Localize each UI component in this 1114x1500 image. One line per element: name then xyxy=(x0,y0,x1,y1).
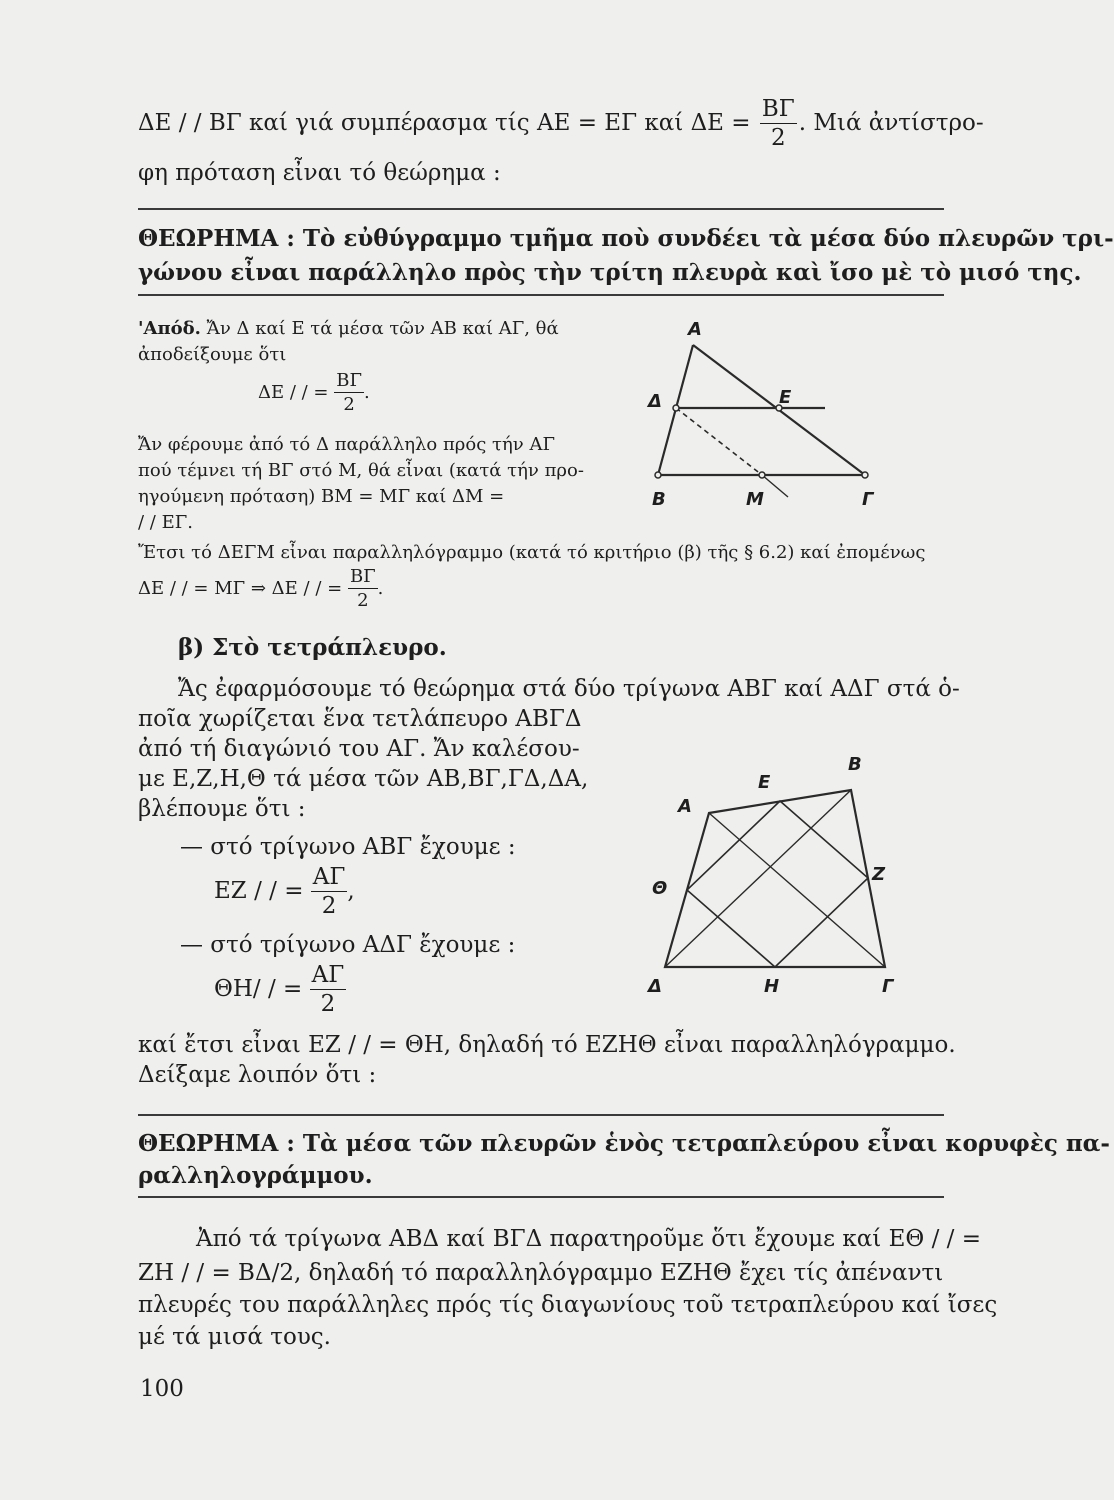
theorem-1-line-2: γώνου εἶναι παράλληλο πρὸς τὴν τρίτη πλευρὰ καὶ ἴσο μὲ τὸ μισό της. xyxy=(138,259,1082,286)
parallelogram-ezht xyxy=(687,801,868,967)
label-a: Α xyxy=(678,796,692,817)
extension-mark xyxy=(762,475,788,497)
proof-line-3: Ἄν φέρουμε ἀπό τό Δ παράλληλο πρός τήν ΑΓ xyxy=(138,434,555,455)
intro-frac-num: ΒΓ xyxy=(761,96,795,122)
proof-eq-post: . xyxy=(363,382,370,403)
label-e: Ε xyxy=(758,772,771,793)
proof-line-7: Ἔτσι τό ΔΕΓΜ εἶναι παραλληλόγραμμο (κατά τό κριτήριο (β) τῆς § 6.2) καί ἐπομένως xyxy=(138,542,926,563)
divider xyxy=(138,208,944,210)
proof-l8-fraction xyxy=(348,568,378,610)
section-b-line-4: με Ε,Ζ,Η,Θ τά μέσα τῶν ΑΒ,ΒΓ,ΓΔ,ΔΑ, xyxy=(138,766,589,792)
proof-eq-fraction xyxy=(334,372,364,414)
proof-l8-post: . xyxy=(377,578,384,599)
diagonal-bd xyxy=(665,790,851,967)
intro-line-2: φη πρόταση εἶναι τό θεώρημα : xyxy=(138,160,501,186)
intro-frac-den: 2 xyxy=(770,125,786,151)
section-b-tri-1: — στό τρίγωνο ΑΒΓ ἔχουμε : xyxy=(180,834,516,860)
theorem-2-line-1: ΘΕΩΡΗΜΑ : Τὰ μέσα τῶν πλευρῶν ἑνὸς τετραπλεύρου εἶναι κορυφὲς πα- xyxy=(138,1130,1110,1157)
intro-text: ΔΕ / / ΒΓ καί γιά συμπέρασμα τίς ΑΕ = ΕΓ καί ΔΕ = xyxy=(138,110,751,136)
page-number: 100 xyxy=(140,1376,184,1402)
point-g xyxy=(862,472,868,478)
label-b: Β xyxy=(652,489,666,510)
divider xyxy=(138,1114,944,1116)
proof-equation xyxy=(258,372,370,414)
proof-eq-lhs: ΔΕ / / = xyxy=(258,382,329,403)
label-theta: Θ xyxy=(652,878,668,899)
intro-line-1 xyxy=(138,98,984,150)
eq1-lhs: ΕΖ / / = xyxy=(214,878,304,904)
label-g: Γ xyxy=(882,976,894,997)
proof-line-1 xyxy=(138,318,559,339)
section-b-line-5: βλέπουμε ὅτι : xyxy=(138,796,306,822)
intro-fraction xyxy=(760,98,797,150)
label-b: Β xyxy=(848,754,862,775)
section-b-line-1: Ἄς ἐφαρμόσουμε τό θεώρημα στά δύο τρίγωνα ΑΒΓ καί ΑΔΓ στά ὁ- xyxy=(178,676,960,702)
point-b xyxy=(655,472,661,478)
proof-eq-num: ΒΓ xyxy=(336,370,362,391)
eq2-lhs: ΘΗ/ / = xyxy=(214,976,303,1002)
eq1-den: 2 xyxy=(321,893,337,919)
proof-line-8 xyxy=(138,568,383,610)
section-b-line-3: ἀπό τή διαγώνιό του ΑΓ. Ἄν καλέσου- xyxy=(138,736,580,762)
label-d: Δ xyxy=(648,391,662,412)
divider xyxy=(138,294,944,296)
eq1-post: , xyxy=(347,878,355,904)
section-b-conclusion-1: καί ἔτσι εἶναι ΕΖ / / = ΘΗ, δηλαδή τό ΕΖΗΘ εἶναι παραλληλόγραμμο. xyxy=(138,1032,956,1058)
label-a: Α xyxy=(688,319,702,340)
diagonal-ag xyxy=(709,813,885,967)
equation-ez xyxy=(214,866,355,918)
final-line-1: Ἀπό τά τρίγωνα ΑΒΔ καί ΒΓΔ παρατηροῦμε ὅτι ἔχουμε καί ΕΘ / / = xyxy=(196,1226,981,1252)
final-line-4: μέ τά μισά τους. xyxy=(138,1324,331,1350)
triangle-figure xyxy=(640,315,880,515)
final-line-2: ΖΗ / / = ΒΔ/2, δηλαδή τό παραλληλόγραμμο ΕΖΗΘ ἔχει τίς ἀπέναντι xyxy=(138,1260,944,1286)
section-b-conclusion-2: Δείξαμε λοιπόν ὅτι : xyxy=(138,1062,377,1088)
label-h: Η xyxy=(764,976,780,997)
point-d xyxy=(673,405,679,411)
label-e: Ε xyxy=(779,387,792,408)
point-m xyxy=(759,472,765,478)
proof-line-2: ἀποδείξουμε ὅτι xyxy=(138,344,287,365)
eq2-den: 2 xyxy=(320,991,336,1017)
section-b-title: β) Στὸ τετράπλευρο. xyxy=(178,634,447,661)
theorem-1-line-1: ΘΕΩΡΗΜΑ : Τὸ εὐθύγραμμο τμῆμα ποὺ συνδέει τὰ μέσα δύο πλευρῶν τρι- xyxy=(138,225,1114,252)
intro-text-post: . Μιά ἀντίστρο- xyxy=(798,110,984,136)
label-z: Ζ xyxy=(872,864,886,885)
label-m: Μ xyxy=(746,489,764,510)
section-b-line-2: ποῖα χωρίζεται ἕνα τετλάπευρο ΑΒΓΔ xyxy=(138,706,582,732)
proof-l8-num: ΒΓ xyxy=(349,566,376,587)
label-d: Δ xyxy=(648,976,662,997)
proof-l8-den: 2 xyxy=(357,590,369,611)
divider xyxy=(138,1196,944,1198)
eq2-num: ΑΓ xyxy=(311,962,345,988)
final-line-3: πλευρές του παράλληλες πρός τίς διαγωνίους τοῦ τετραπλεύρου καί ἴσες xyxy=(138,1292,998,1318)
eq1-num: ΑΓ xyxy=(312,864,346,890)
eq1-fraction xyxy=(311,866,348,918)
quadrilateral-figure xyxy=(640,750,910,1000)
proof-label: 'Απόδ. xyxy=(138,318,201,339)
proof-l8-lhs: ΔΕ / / = ΜΓ ⇒ ΔΕ / / = xyxy=(138,578,343,599)
theorem-2-line-2: ραλληλογράμμου. xyxy=(138,1162,373,1189)
proof-line-6: / / ΕΓ. xyxy=(138,512,193,533)
proof-line-5: ηγούμενη πρόταση) ΒΜ = ΜΓ καί ΔΜ = xyxy=(138,486,505,507)
proof-line-4: πού τέμνει τή ΒΓ στό Μ, θά εἶναι (κατά τήν προ- xyxy=(138,460,584,481)
proof-eq-den: 2 xyxy=(343,394,355,415)
segment-dm xyxy=(676,408,762,475)
eq2-fraction xyxy=(310,964,347,1016)
label-g: Γ xyxy=(862,489,874,510)
equation-th xyxy=(214,964,346,1016)
section-b-tri-2: — στό τρίγωνο ΑΔΓ ἔχουμε : xyxy=(180,932,516,958)
proof-text: Ἄν Δ καί Ε τά μέσα τῶν ΑΒ καί ΑΓ, θά xyxy=(200,318,559,339)
